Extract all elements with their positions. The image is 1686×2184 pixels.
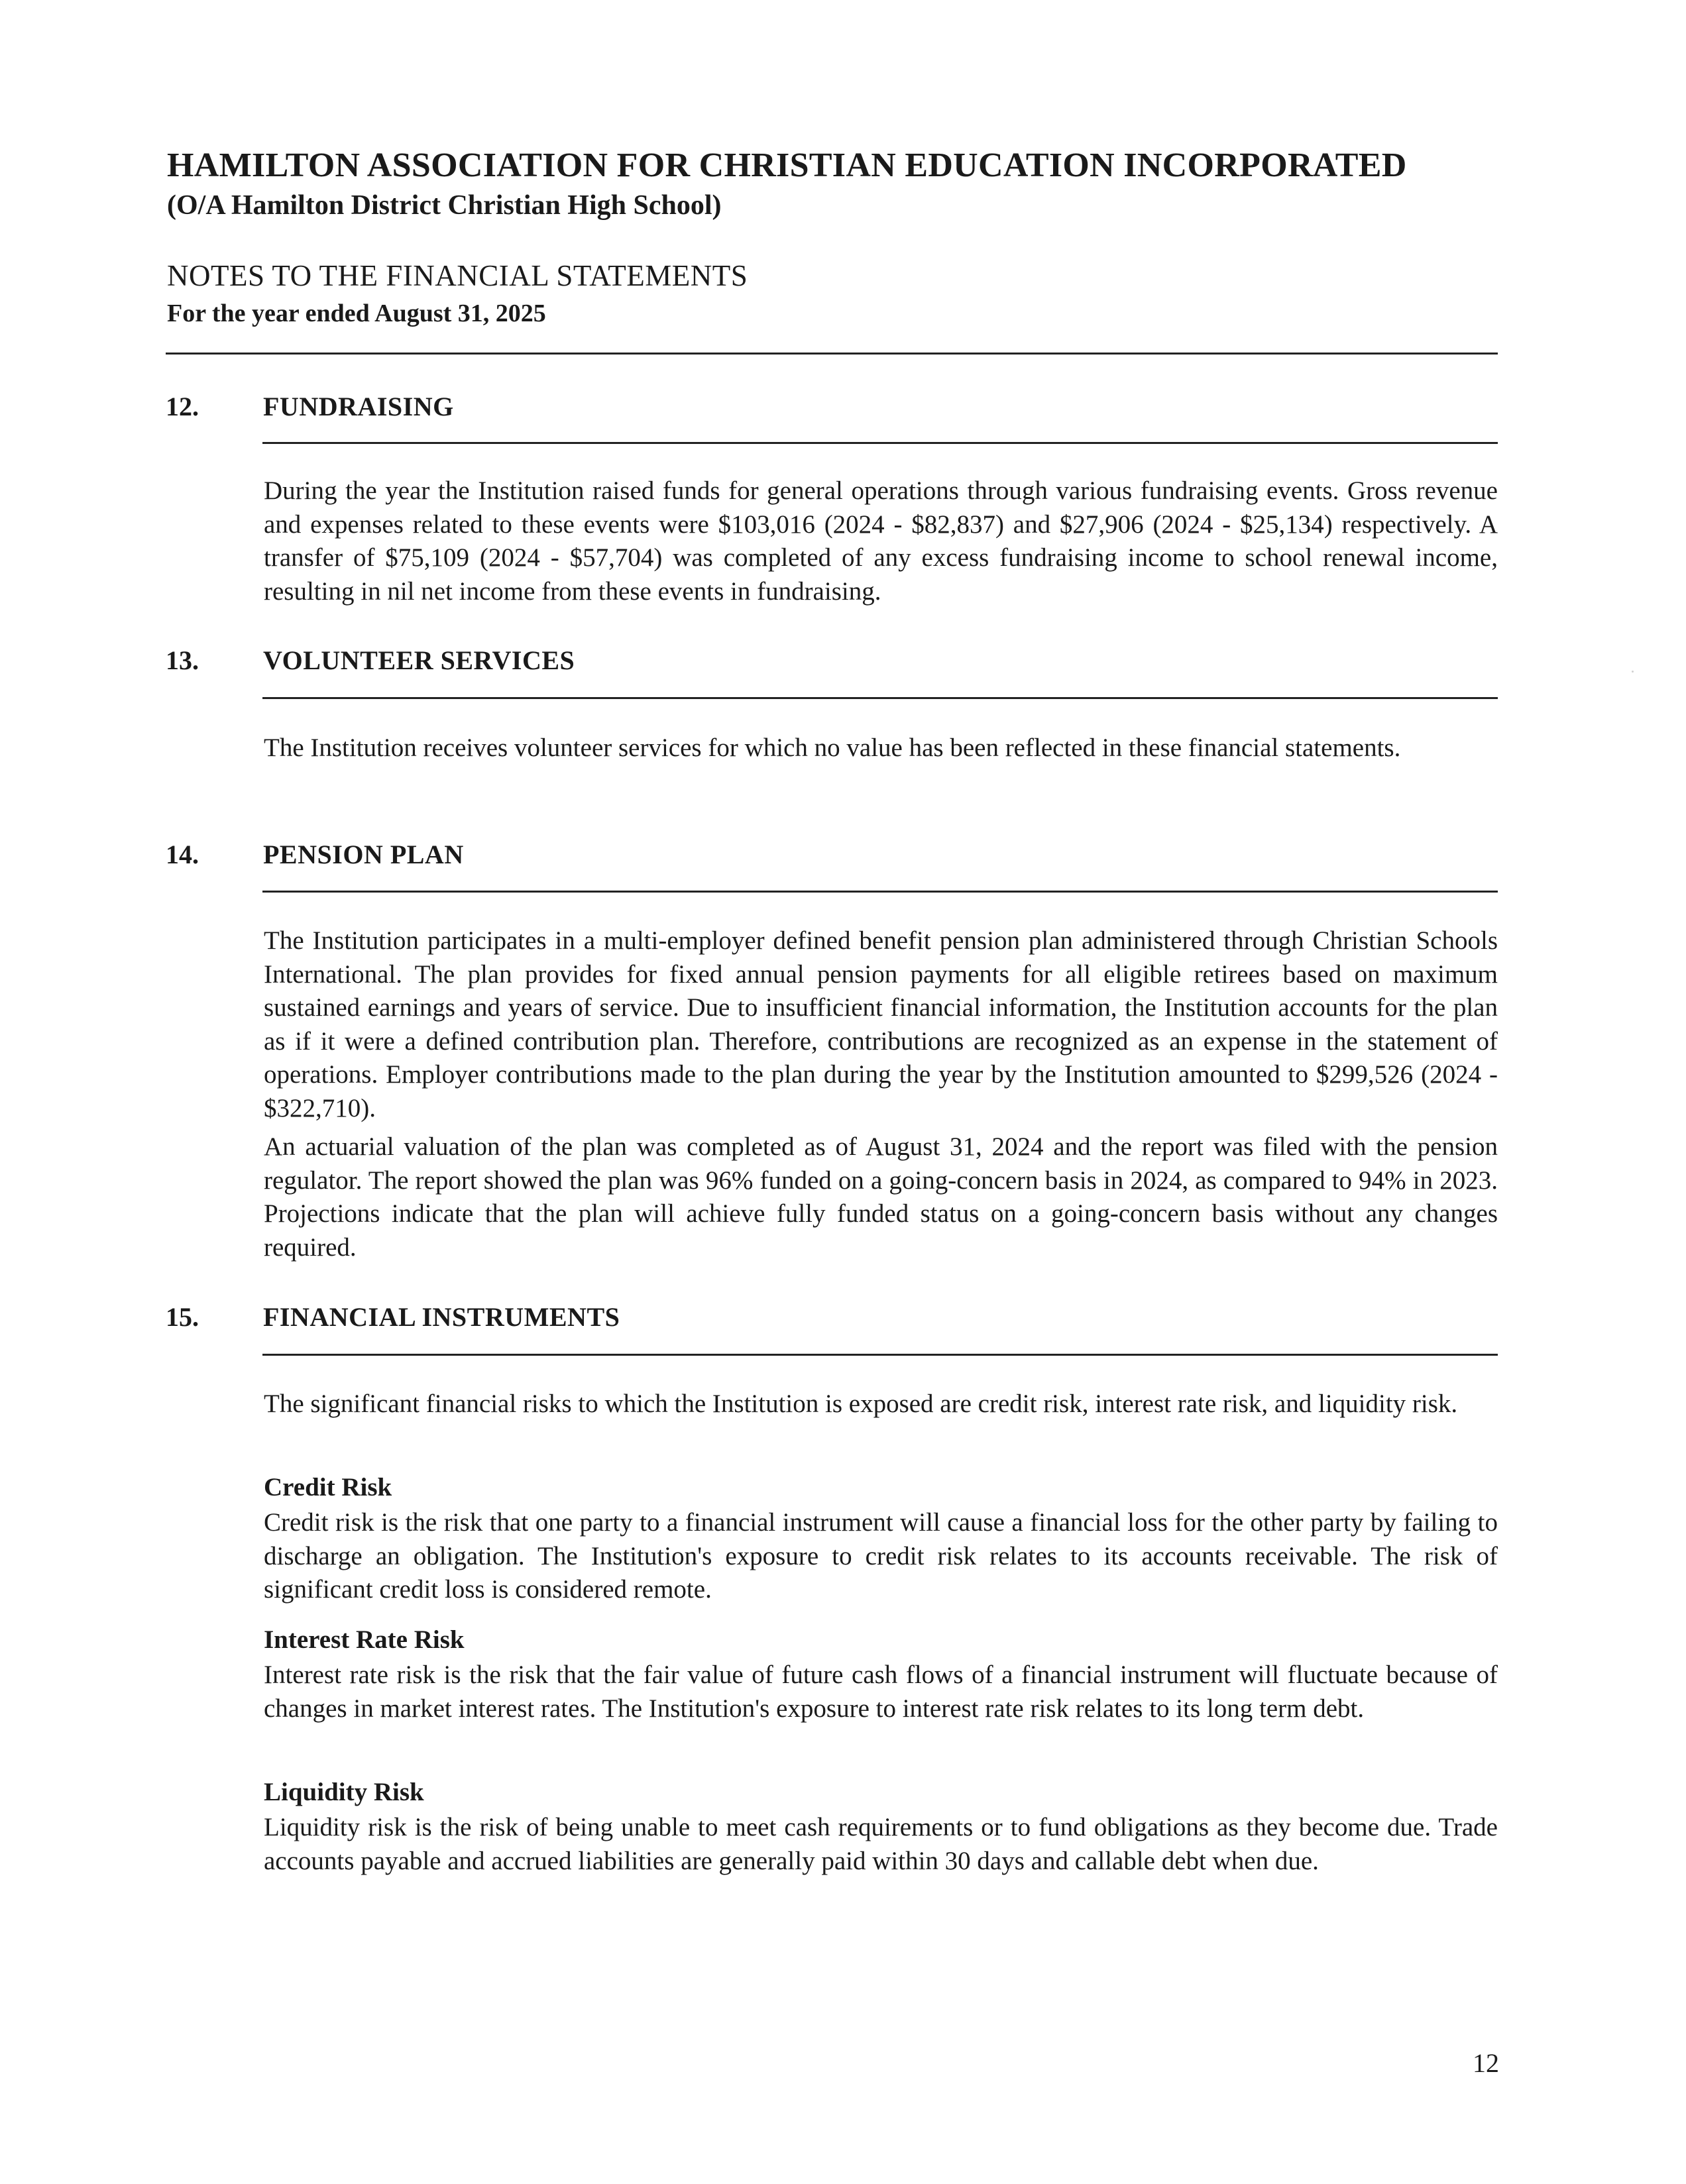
section-number: 14. — [166, 840, 199, 869]
credit-risk-heading: Credit Risk — [264, 1473, 392, 1502]
liquidity-risk-paragraph: Liquidity risk is the risk of being unable to meet cash requirements or to fund obligations as they become due. Trade accounts payable and accrued liabilities are generally paid within 30 days and callable debt when due. — [264, 1813, 1498, 1875]
section-number: 13. — [166, 645, 199, 675]
document-title: NOTES TO THE FINANCIAL STATEMENTS — [167, 259, 748, 292]
pension-paragraph-1: The Institution participates in a multi-employer defined benefit pension plan administered through Christian Schools International. The plan provides for fixed annual pension payments for all eligible retirees based on maximum sustained earnings and years of service. Due to insufficient financial information, the Institution accounts for the plan as if it were a defined contribution plan. Therefore, contributions are recognized as an expense in the statement of operations. Employer contributions made to the plan during the year by the Institution amounted to $299,526 (2024 - $322,710). — [264, 926, 1498, 1122]
section-number: 15. — [166, 1302, 199, 1332]
page-number: 12 — [1473, 2048, 1499, 2078]
fundraising-paragraph: During the year the Institution raised funds for general operations through various fundraising events. Gross revenue and expenses related to these events were $103,016 (2024 - $82,837) and $27,906 (2024 - $25,134) respectively. A transfer of $75,109 (2024 - $57,704) was completed of any excess fundraising income to school renewal income, resulting in nil net income from these events in fundraising. — [264, 476, 1498, 606]
reporting-period: For the year ended August 31, 2025 — [167, 300, 546, 327]
section-15-divider — [262, 1354, 1498, 1356]
credit-risk-paragraph: Credit risk is the risk that one party to a financial instrument will cause a financial loss for the other party by failing to discharge an obligation. The Institution's exposure to credit risk relates to its accounts receivable. The risk of significant credit loss is considered remote. — [264, 1508, 1498, 1604]
section-12-divider — [262, 442, 1498, 444]
organization-name: HAMILTON ASSOCIATION FOR CHRISTIAN EDUCATION INCORPORATED — [167, 146, 1407, 184]
section-title: FUNDRAISING — [263, 392, 454, 421]
section-number: 12. — [166, 392, 199, 421]
section-13-divider — [262, 697, 1498, 699]
interest-rate-risk-heading: Interest Rate Risk — [264, 1625, 465, 1654]
header-divider — [166, 353, 1498, 355]
pension-paragraph-2: An actuarial valuation of the plan was completed as of August 31, 2024 and the report was filed with the pension regulator. The report showed the plan was 96% funded on a going-concern basis in 2024, as compared to 94% in 2023. Projections indicate that the plan will achieve fully funded status on a going-concern basis without any changes required. — [264, 1132, 1498, 1262]
liquidity-risk-heading: Liquidity Risk — [264, 1778, 424, 1806]
financial-instruments-intro: The significant financial risks to which the Institution is exposed are credit risk, interest rate risk, and liquidity risk. — [264, 1390, 1458, 1418]
section-14-divider — [262, 891, 1498, 893]
operating-as-name: (O/A Hamilton District Christian High School) — [167, 190, 722, 221]
volunteer-services-paragraph: The Institution receives volunteer services for which no value has been reflected in these financial statements. — [264, 734, 1401, 762]
scan-speck — [1632, 671, 1634, 673]
interest-rate-risk-paragraph: Interest rate risk is the risk that the fair value of future cash flows of a financial instrument will fluctuate because of changes in market interest rates. The Institution's exposure to interest rate risk relates to its long term debt. — [264, 1661, 1498, 1723]
section-title: VOLUNTEER SERVICES — [263, 645, 575, 675]
section-title: PENSION PLAN — [263, 840, 464, 869]
section-title: FINANCIAL INSTRUMENTS — [263, 1302, 620, 1332]
